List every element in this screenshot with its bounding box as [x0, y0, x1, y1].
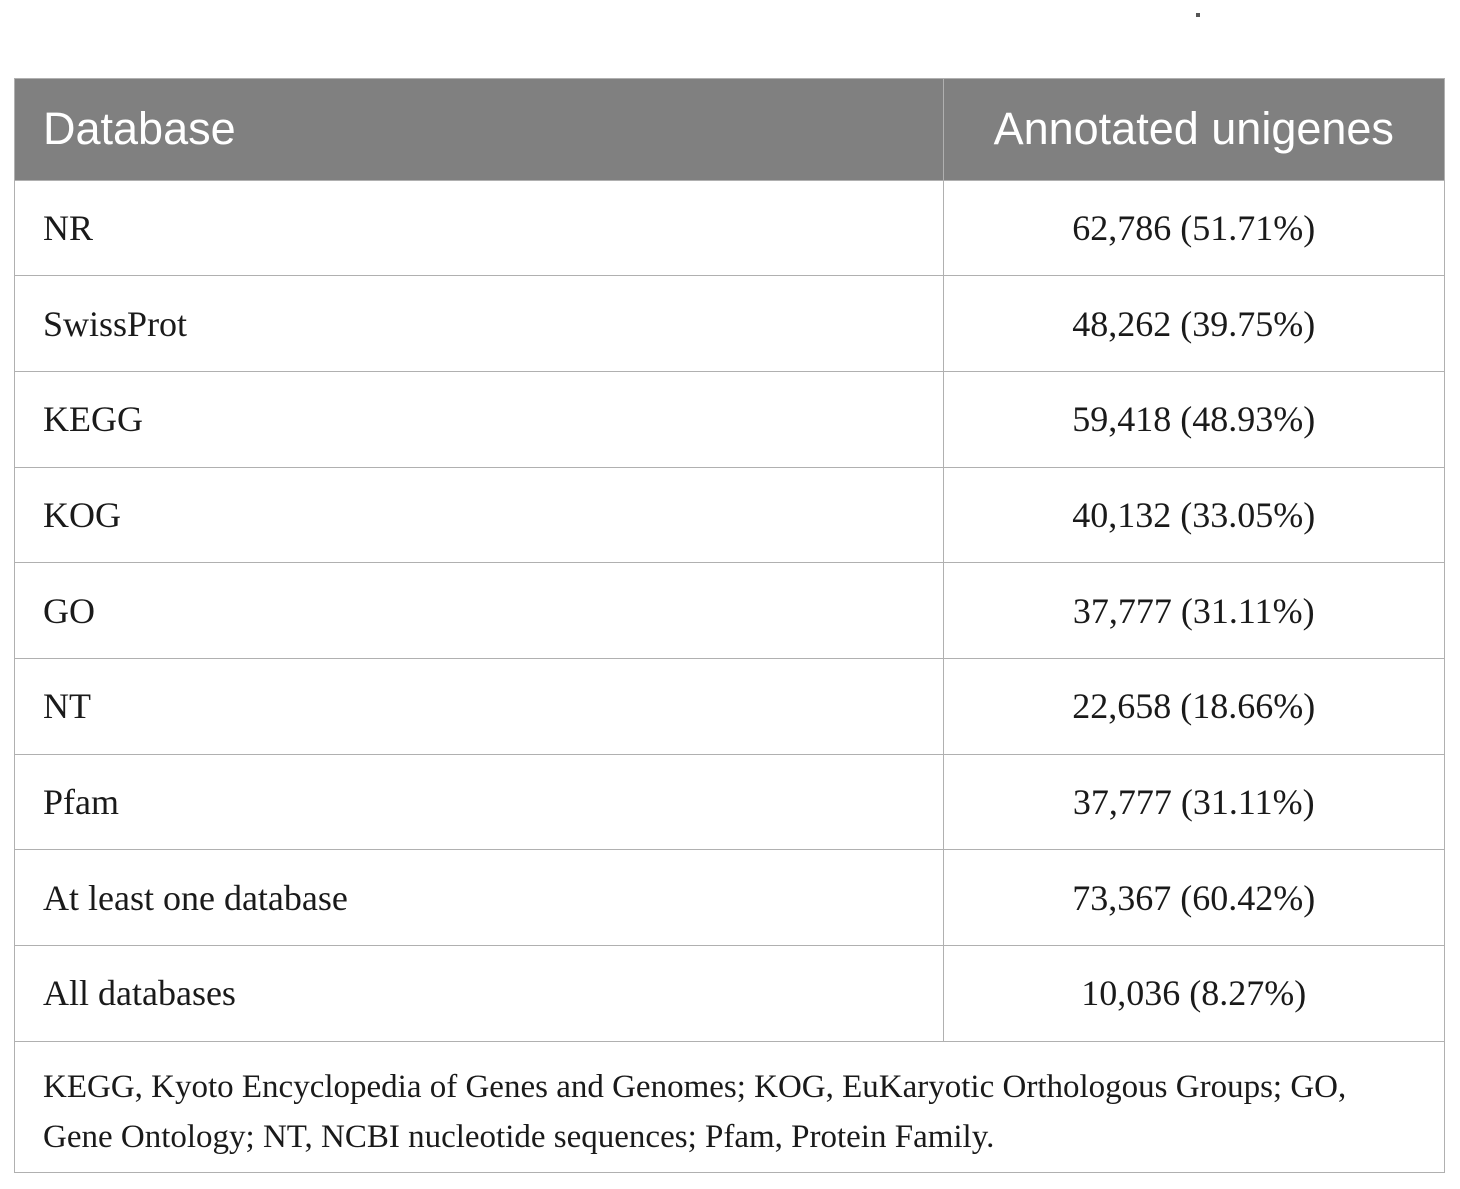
table-row: [15, 467, 1444, 563]
annotated-cell: 37,777 (31.11%): [943, 563, 1444, 659]
database-cell: All databases: [15, 946, 943, 1042]
table-row: [15, 850, 1444, 946]
annotation-table: [15, 79, 1444, 1042]
database-cell: At least one database: [15, 850, 943, 946]
annotated-cell: 73,367 (60.42%): [943, 850, 1444, 946]
header-annotated-unigenes: Annotated unigenes: [943, 79, 1444, 180]
table-footnote: KEGG, Kyoto Encyclopedia of Genes and Genomes; KOG, EuKaryotic Orthologous Groups; GO, Gene Ontology; NT, NCBI nucleotide sequences; Pfam, Protein Family.: [43, 1068, 1347, 1155]
table-row: [15, 371, 1444, 467]
annotated-cell: 40,132 (33.05%): [943, 467, 1444, 563]
annotated-cell: 59,418 (48.93%): [943, 371, 1444, 467]
annotation-table-container: [14, 78, 1445, 1173]
header-database: Database: [15, 79, 943, 180]
annotated-cell: 37,777 (31.11%): [943, 754, 1444, 850]
database-cell: NR: [15, 180, 943, 276]
database-cell: KEGG: [15, 371, 943, 467]
database-cell: SwissProt: [15, 276, 943, 372]
database-cell: KOG: [15, 467, 943, 563]
table-row: [15, 658, 1444, 754]
annotated-cell: 10,036 (8.27%): [943, 946, 1444, 1042]
table-row: [15, 180, 1444, 276]
database-cell: NT: [15, 658, 943, 754]
table-row: [15, 946, 1444, 1042]
table-row: [15, 276, 1444, 372]
stray-dot: [1196, 13, 1200, 17]
annotated-cell: 62,786 (51.71%): [943, 180, 1444, 276]
database-cell: Pfam: [15, 754, 943, 850]
table-row: [15, 563, 1444, 659]
database-cell: GO: [15, 563, 943, 659]
table-row: [15, 754, 1444, 850]
annotated-cell: 22,658 (18.66%): [943, 658, 1444, 754]
table-header-row: [15, 79, 1444, 180]
annotated-cell: 48,262 (39.75%): [943, 276, 1444, 372]
